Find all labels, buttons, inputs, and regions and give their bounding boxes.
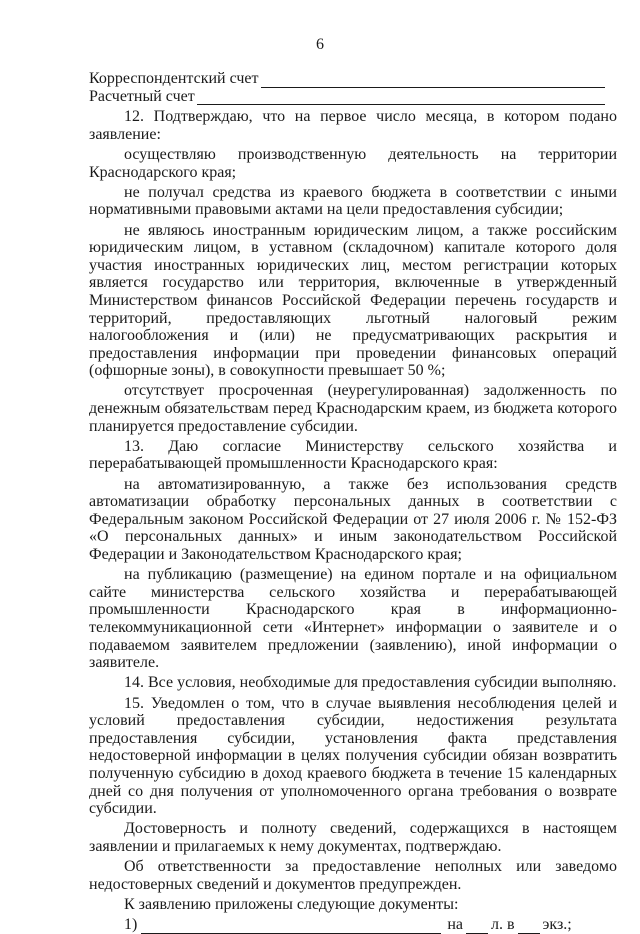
paragraph-13-item-2: на публикацию (размещение) на едином портале и на официальном сайте министерства сельского хозяйства и перерабатывающей промышленности Краснодарского края в информационно-телекоммуникационной сети «Интернет» информации о заявителе и о подаваемом заявителем предложении (заявлению), иной информации о заявителе. xyxy=(89,566,617,672)
settlement-account-blank xyxy=(197,91,605,105)
paragraph-12-item-1: осуществляю производственную деятельность на территории Краснодарского края; xyxy=(89,145,617,181)
paragraph-12-item-3: не являюсь иностранным юридическим лицом, а также российским юридическим лицом, в уставном (складочном) капитале которого доля участия иностранных юридических лиц, местом регистрации которых является государство или территория, включенные в утвержденный Министерством финансов Российской Федерации перечень государств и территорий, предоставляющих льготный налоговый режим налогообложения и (или) не предусматривающих раскрытия и предоставления информации при проведении финансовых операций (офшорные зоны), в совокупности превышает 50 %; xyxy=(89,221,617,380)
paragraph-13-item-1: на автоматизированную, а также без использования средств автоматизации обработку персональных данных в соответствии с Федеральным законом Российской Федерации от 27 июля 2006 г. № 152-ФЗ «О персональных данных» и иным законодательством Российской Федерации и Законодательством Краснодарского края; xyxy=(89,475,617,563)
attachment-sheets-text: л. в xyxy=(491,916,515,934)
page-number: 6 xyxy=(316,36,324,53)
document-body xyxy=(89,70,617,934)
attachment-line-1 xyxy=(89,916,617,934)
settlement-account-label: Расчетный счет xyxy=(89,87,195,105)
sheets-blank xyxy=(466,920,488,934)
corr-account-blank xyxy=(261,74,605,88)
attachment-number: 1) xyxy=(124,916,138,934)
paragraph-13: 13. Даю согласие Министерству сельского хозяйства и перерабатывающей промышленности Краснодарского края: xyxy=(89,437,617,473)
attachment-copies-text: экз.; xyxy=(542,916,572,934)
paragraph-12-item-2: не получал средства из краевого бюджета в соответствии с иными нормативными правовыми актами на цели предоставления субсидии; xyxy=(89,183,617,219)
copies-blank xyxy=(518,920,540,934)
paragraph-12: 12. Подтверждаю, что на первое число месяца, в котором подано заявление: xyxy=(89,108,617,143)
confirmation-paragraph: Достоверность и полноту сведений, содержащихся в настоящем заявлении и прилагаемых к нему документах, подтверждаю. xyxy=(89,820,617,855)
corr-account-field xyxy=(89,70,617,88)
paragraph-12-item-4: отсутствует просроченная (неурегулированная) задолженность по денежным обязательствам перед Краснодарским краем, из бюджета которого планируется предоставление субсидии. xyxy=(89,382,617,435)
attachments-heading: К заявлению приложены следующие документы: xyxy=(124,895,459,913)
corr-account-label: Корреспондентский счет xyxy=(89,70,259,87)
liability-paragraph: Об ответственности за предоставление неполных или заведомо недостоверных сведений и документов предупрежден. xyxy=(89,858,617,893)
attachment-name-blank xyxy=(141,920,441,934)
paragraph-15: 15. Уведомлен о том, что в случае выявления несоблюдения целей и условий предоставления субсидии, недостижения результата предоставления субсидии, установления факта представления недостоверной информации в целях получения субсидии обязан возвратить полученную субсидию в доход краевого бюджета в течение 15 календарных дней со дня получения от уполномоченного органа требования о возврате субсидии. xyxy=(89,694,617,818)
paragraph-14: 14. Все условия, необходимые для предоставления субсидии выполняю. xyxy=(124,674,617,692)
settlement-account-field xyxy=(89,88,617,106)
attachment-on-text: на xyxy=(447,916,463,934)
